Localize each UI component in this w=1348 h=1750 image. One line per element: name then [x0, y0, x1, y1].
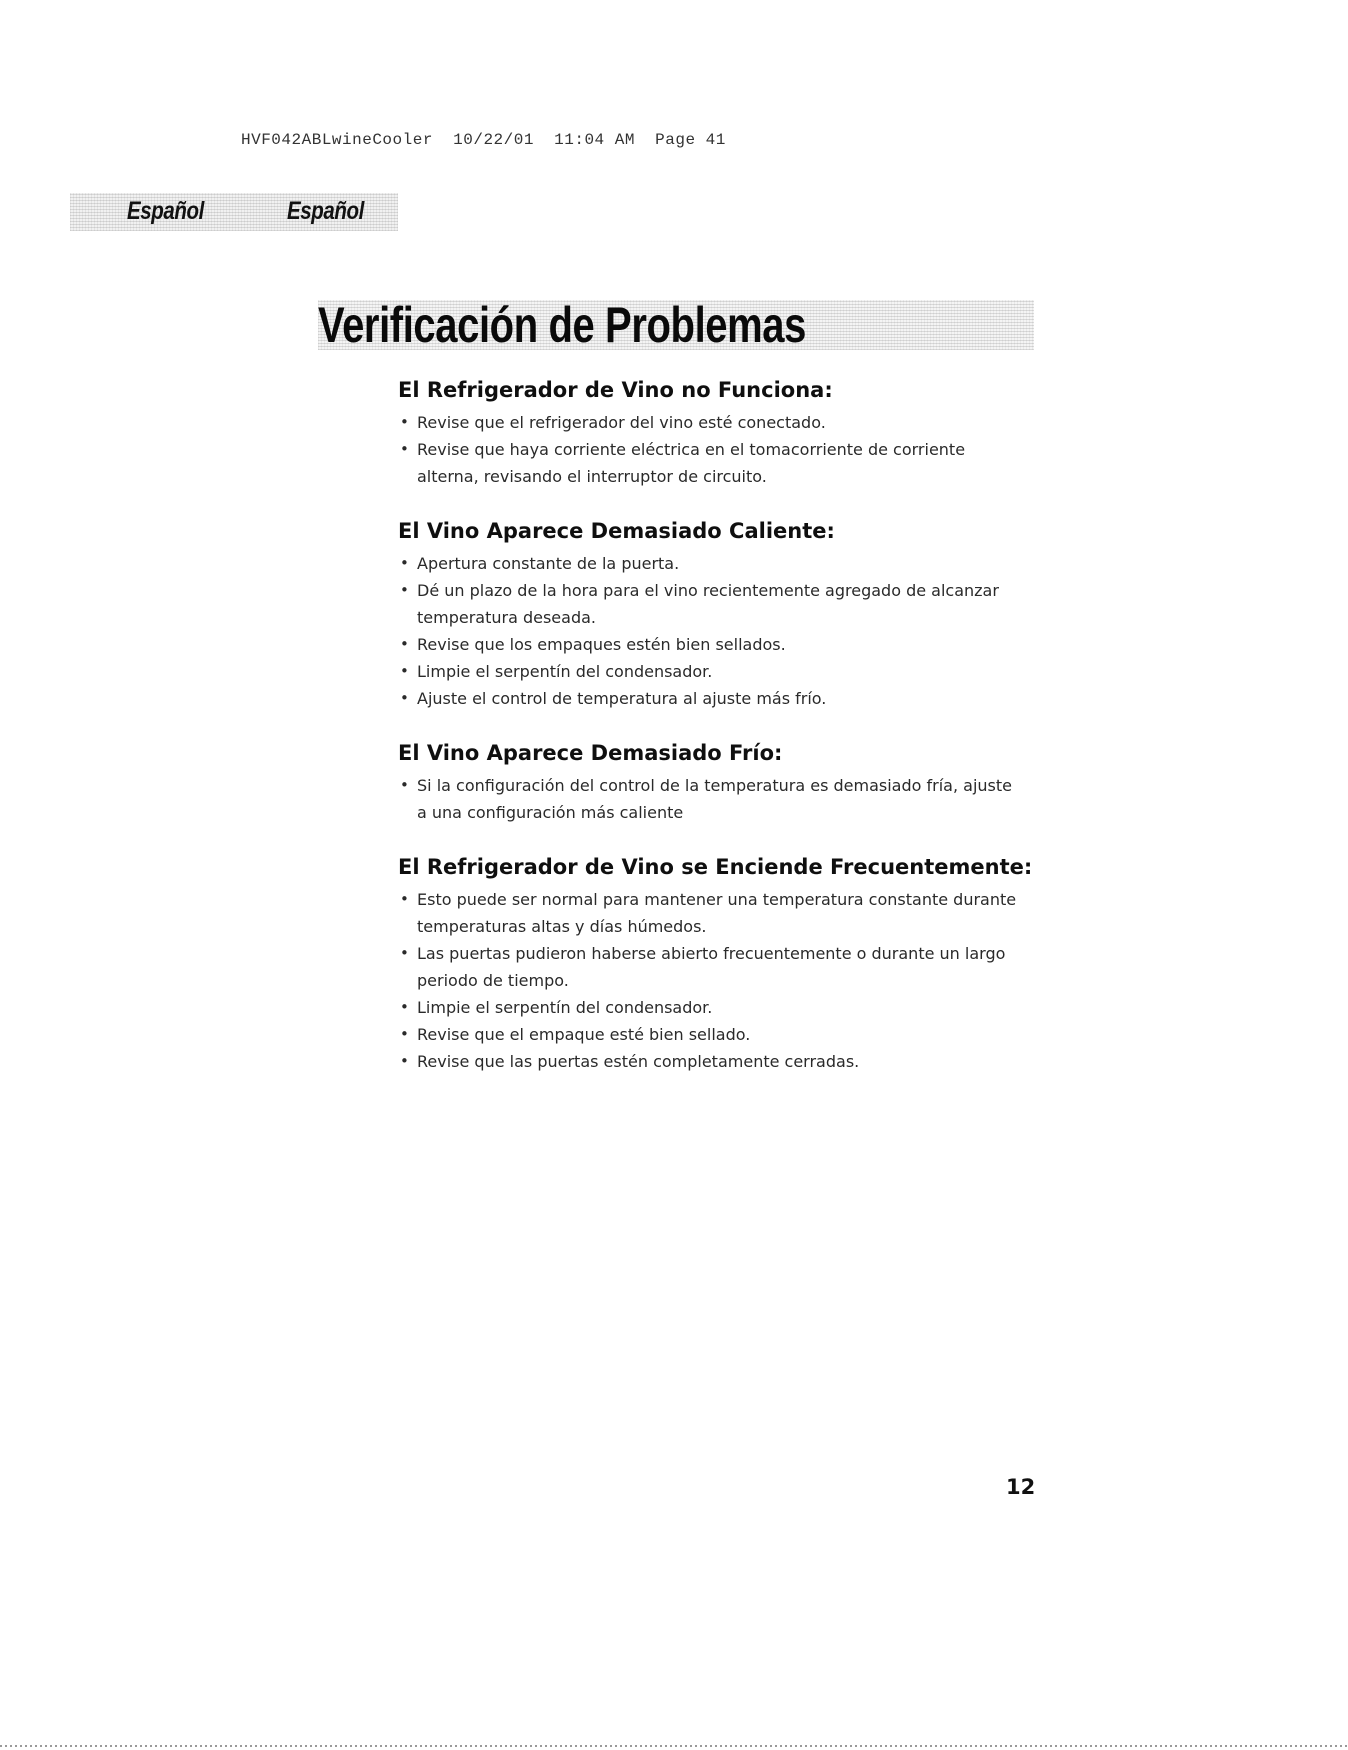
section-not-working [398, 377, 1038, 490]
section-too-cold [398, 740, 1038, 826]
list-item: • Revise que los empaques estén bien sellados. [398, 631, 1017, 658]
list-item: • Revise que haya corriente eléctrica en el tomacorriente de corriente alterna, revisando el interruptor de circuito. [398, 436, 1017, 490]
list-item: • Esto puede ser normal para mantener una temperatura constante durante temperaturas altas y días húmedos. [398, 886, 1017, 940]
bullet-list [398, 886, 1038, 1075]
troubleshooting-content [398, 377, 1038, 1103]
language-label-right: Español [287, 197, 364, 225]
list-item: • Limpie el serpentín del condensador. [398, 658, 1017, 685]
section-heading: El Vino Aparece Demasiado Caliente: [398, 519, 835, 543]
list-item: • Revise que el empaque esté bien sellado. [398, 1021, 1017, 1048]
section-heading: El Vino Aparece Demasiado Frío: [398, 741, 783, 765]
list-item: • Dé un plazo de la hora para el vino recientemente agregado de alcanzar temperatura deseada. [398, 577, 1017, 631]
bottom-edge-rule [0, 1745, 1348, 1747]
print-slug: HVF042ABLwineCooler 10/22/01 11:04 AM Page 41 [241, 131, 726, 149]
section-too-warm [398, 518, 1038, 712]
list-item: • Limpie el serpentín del condensador. [398, 994, 1017, 1021]
bullet-list [398, 409, 1038, 490]
page-title: Verificación de Problemas [318, 297, 806, 353]
list-item: • Revise que el refrigerador del vino esté conectado. [398, 409, 1017, 436]
bullet-list [398, 550, 1038, 712]
section-runs-frequently [398, 854, 1038, 1075]
list-item: • Apertura constante de la puerta. [398, 550, 1017, 577]
list-item: • Revise que las puertas estén completamente cerradas. [398, 1048, 1017, 1075]
list-item: • Ajuste el control de temperatura al ajuste más frío. [398, 685, 1017, 712]
section-heading: El Refrigerador de Vino se Enciende Frecuentemente: [398, 855, 1033, 879]
section-heading: El Refrigerador de Vino no Funciona: [398, 378, 833, 402]
list-item: • Si la configuración del control de la temperatura es demasiado fría, ajuste a una configuración más caliente [398, 772, 1017, 826]
page-number: 12 [1006, 1475, 1036, 1499]
language-label-left: Español [127, 197, 204, 225]
list-item: • Las puertas pudieron haberse abierto frecuentemente o durante un largo periodo de tiempo. [398, 940, 1017, 994]
bullet-list [398, 772, 1038, 826]
